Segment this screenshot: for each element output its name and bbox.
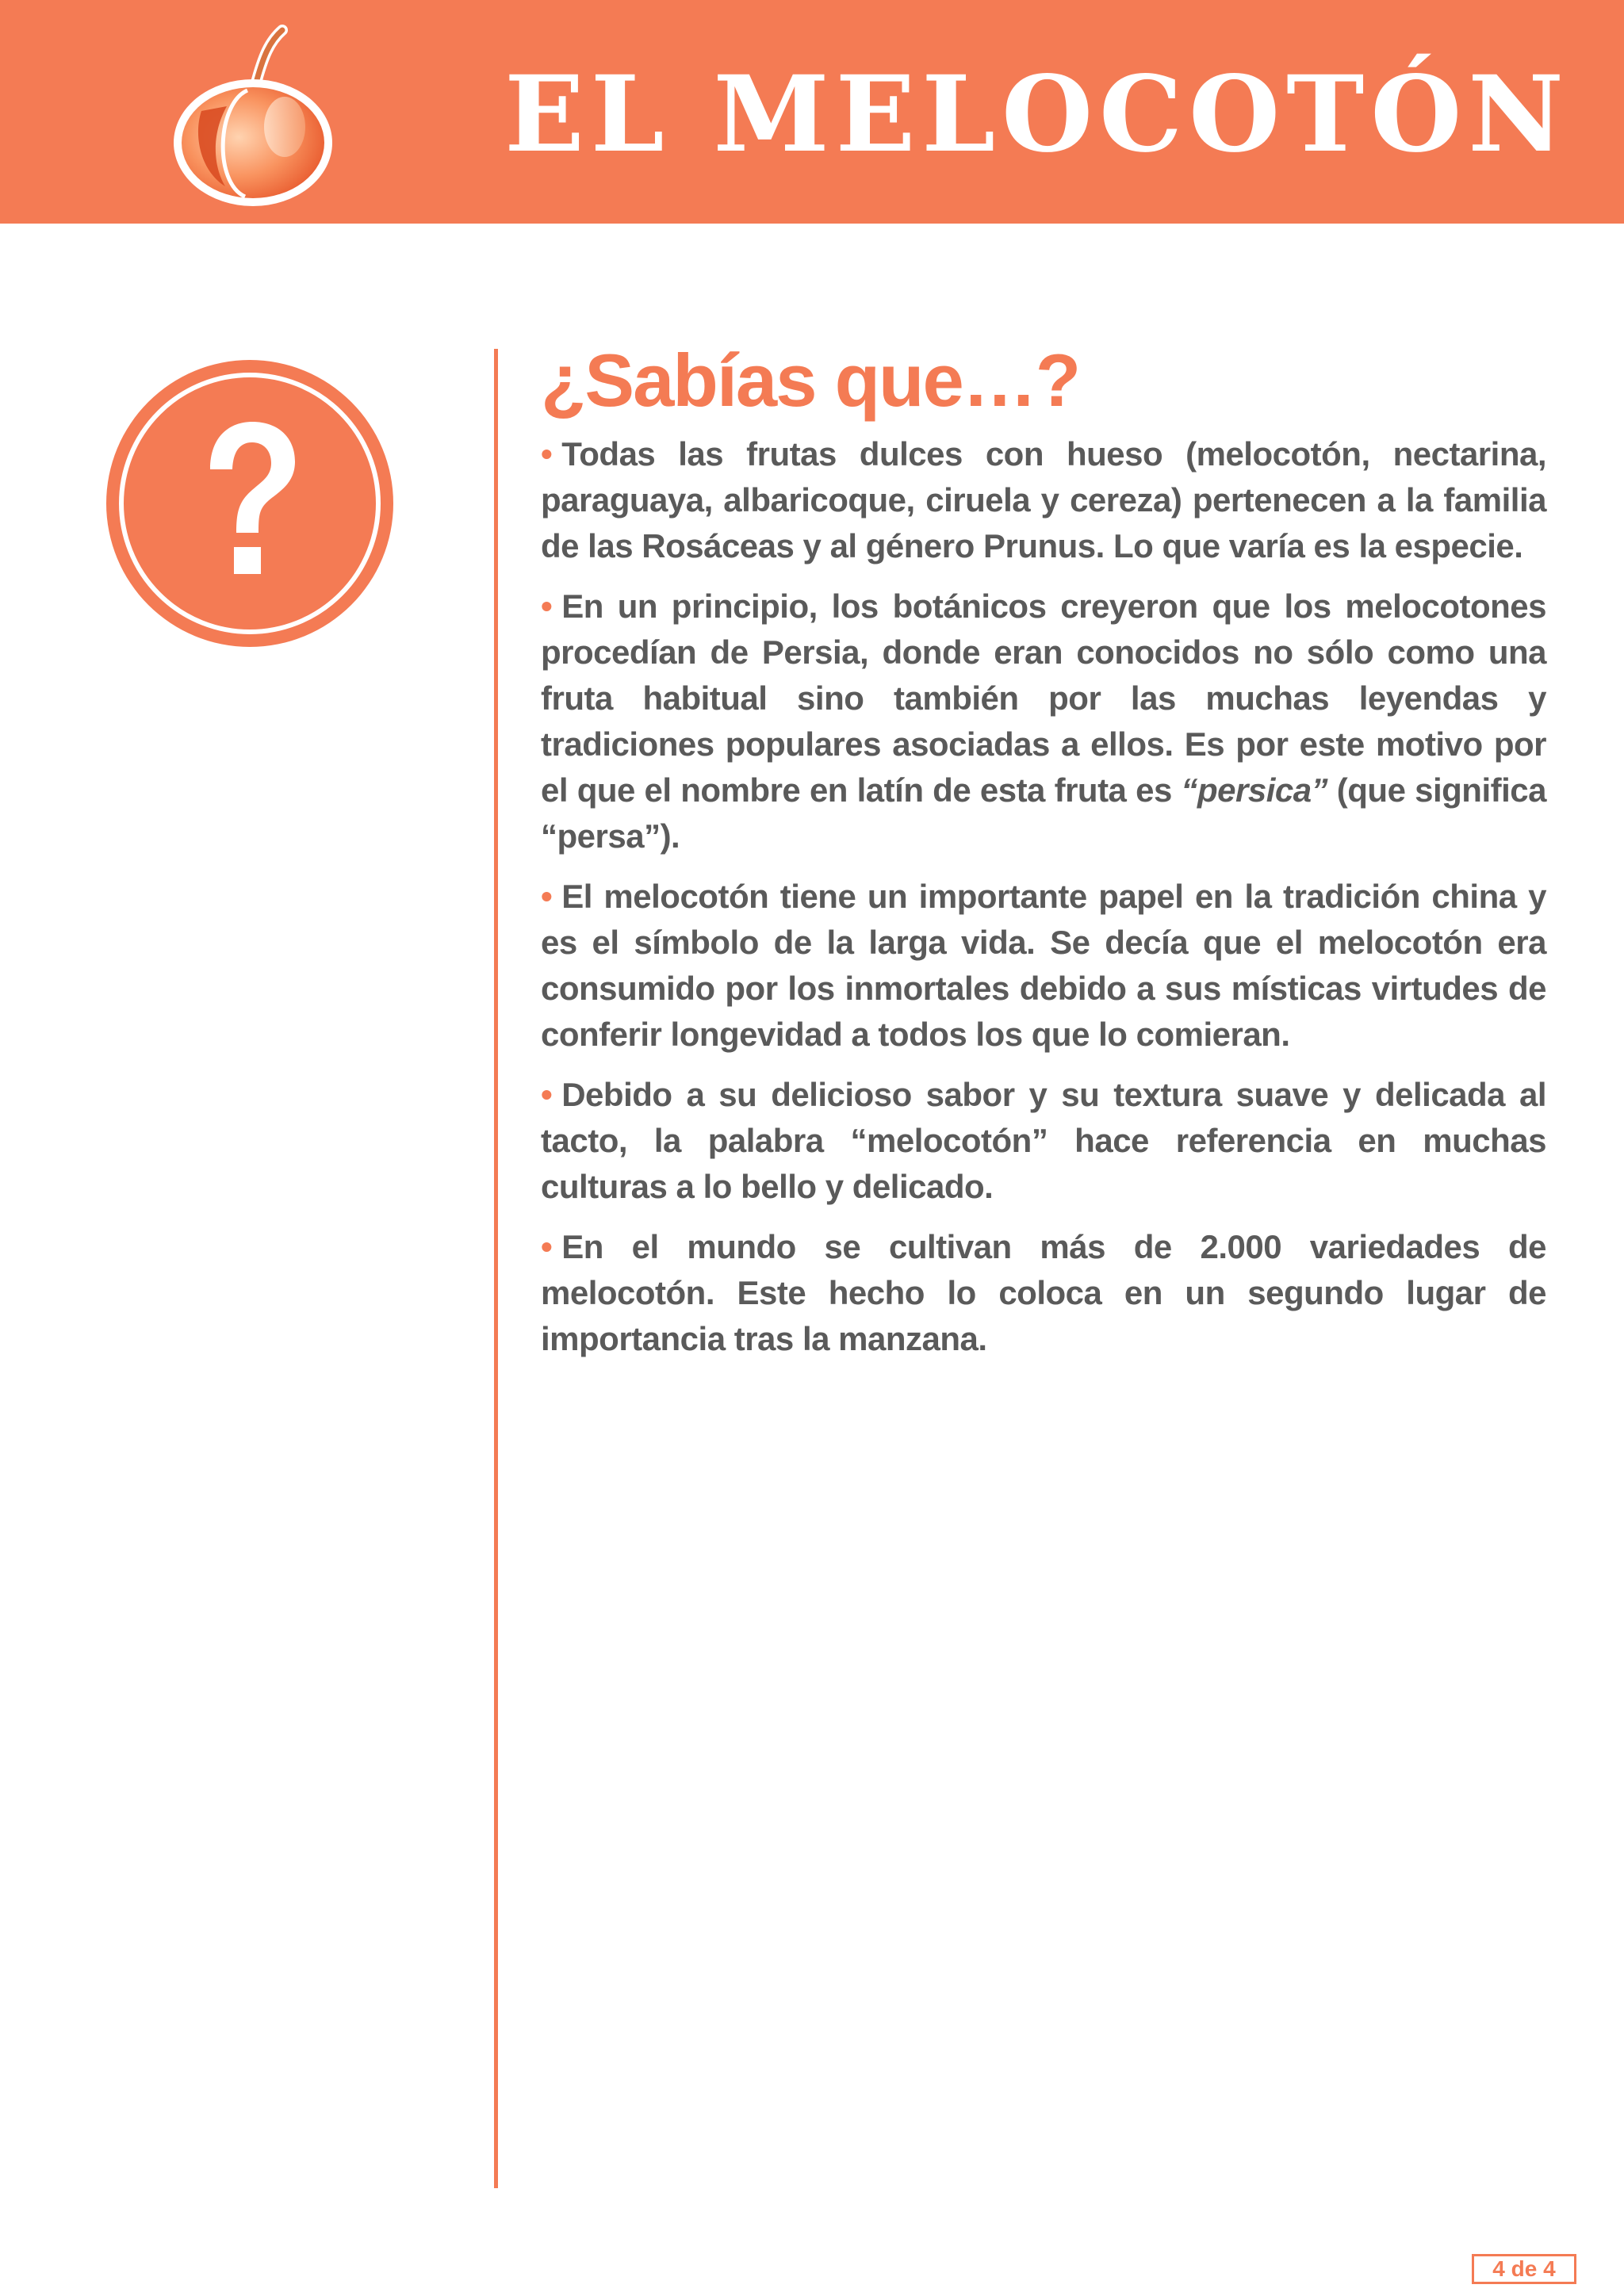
bullet-icon: • bbox=[541, 1076, 553, 1113]
question-mark-icon bbox=[103, 357, 396, 650]
bullet-icon: • bbox=[541, 435, 553, 473]
list-item bbox=[541, 1224, 1546, 1362]
list-item bbox=[541, 431, 1546, 569]
list-item bbox=[541, 584, 1546, 859]
list-item bbox=[541, 874, 1546, 1058]
fact-italic-term: “persica” bbox=[1181, 771, 1328, 809]
list-item bbox=[541, 1072, 1546, 1210]
fact-text: El melocotón tiene un importante papel en la tradición china y es el símbolo de la larga vida. Se decía que el melocotón era consumido por los inmortales debido a sus místicas virtudes de conferir longevidad a todos los que lo comieran. bbox=[541, 878, 1546, 1053]
vertical-divider bbox=[494, 349, 498, 2188]
bullet-icon: • bbox=[541, 878, 553, 915]
page-title: EL MELOCOTÓN bbox=[504, 53, 1570, 176]
header-banner bbox=[0, 0, 1624, 224]
fact-text: (que significa “persa”). bbox=[541, 771, 1546, 855]
peach-icon bbox=[170, 24, 336, 206]
fact-section bbox=[541, 333, 1546, 1376]
page-number: 4 de 4 bbox=[1472, 2254, 1576, 2284]
bullet-icon: • bbox=[541, 587, 553, 625]
section-title: ¿Sabías que…? bbox=[541, 339, 1080, 422]
fact-text: En el mundo se cultivan más de 2.000 variedades de melocotón. Este hecho lo coloca en un segundo lugar de importancia tras la manzana. bbox=[541, 1228, 1546, 1357]
fact-list bbox=[541, 431, 1546, 1362]
fact-text: Debido a su delicioso sabor y su textura suave y delicada al tacto, la palabra “melocotón” hace referencia en muchas culturas a lo bello y delicado. bbox=[541, 1076, 1546, 1205]
fact-text: En un principio, los botánicos creyeron que los melocotones procedían de Persia, donde eran conocidos no sólo como una fruta habitual sino también por las muchas leyendas y tradiciones populares asociadas a ellos. Es por este motivo por el que el nombre en latín de esta fruta es bbox=[541, 587, 1546, 809]
fact-text: Todas las frutas dulces con hueso (melocotón, nectarina, paraguaya, albaricoque, ciruela y cereza) pertenecen a la familia de las Rosáceas y al género Prunus. Lo que varía es la especie. bbox=[541, 435, 1546, 564]
bullet-icon: • bbox=[541, 1228, 553, 1265]
